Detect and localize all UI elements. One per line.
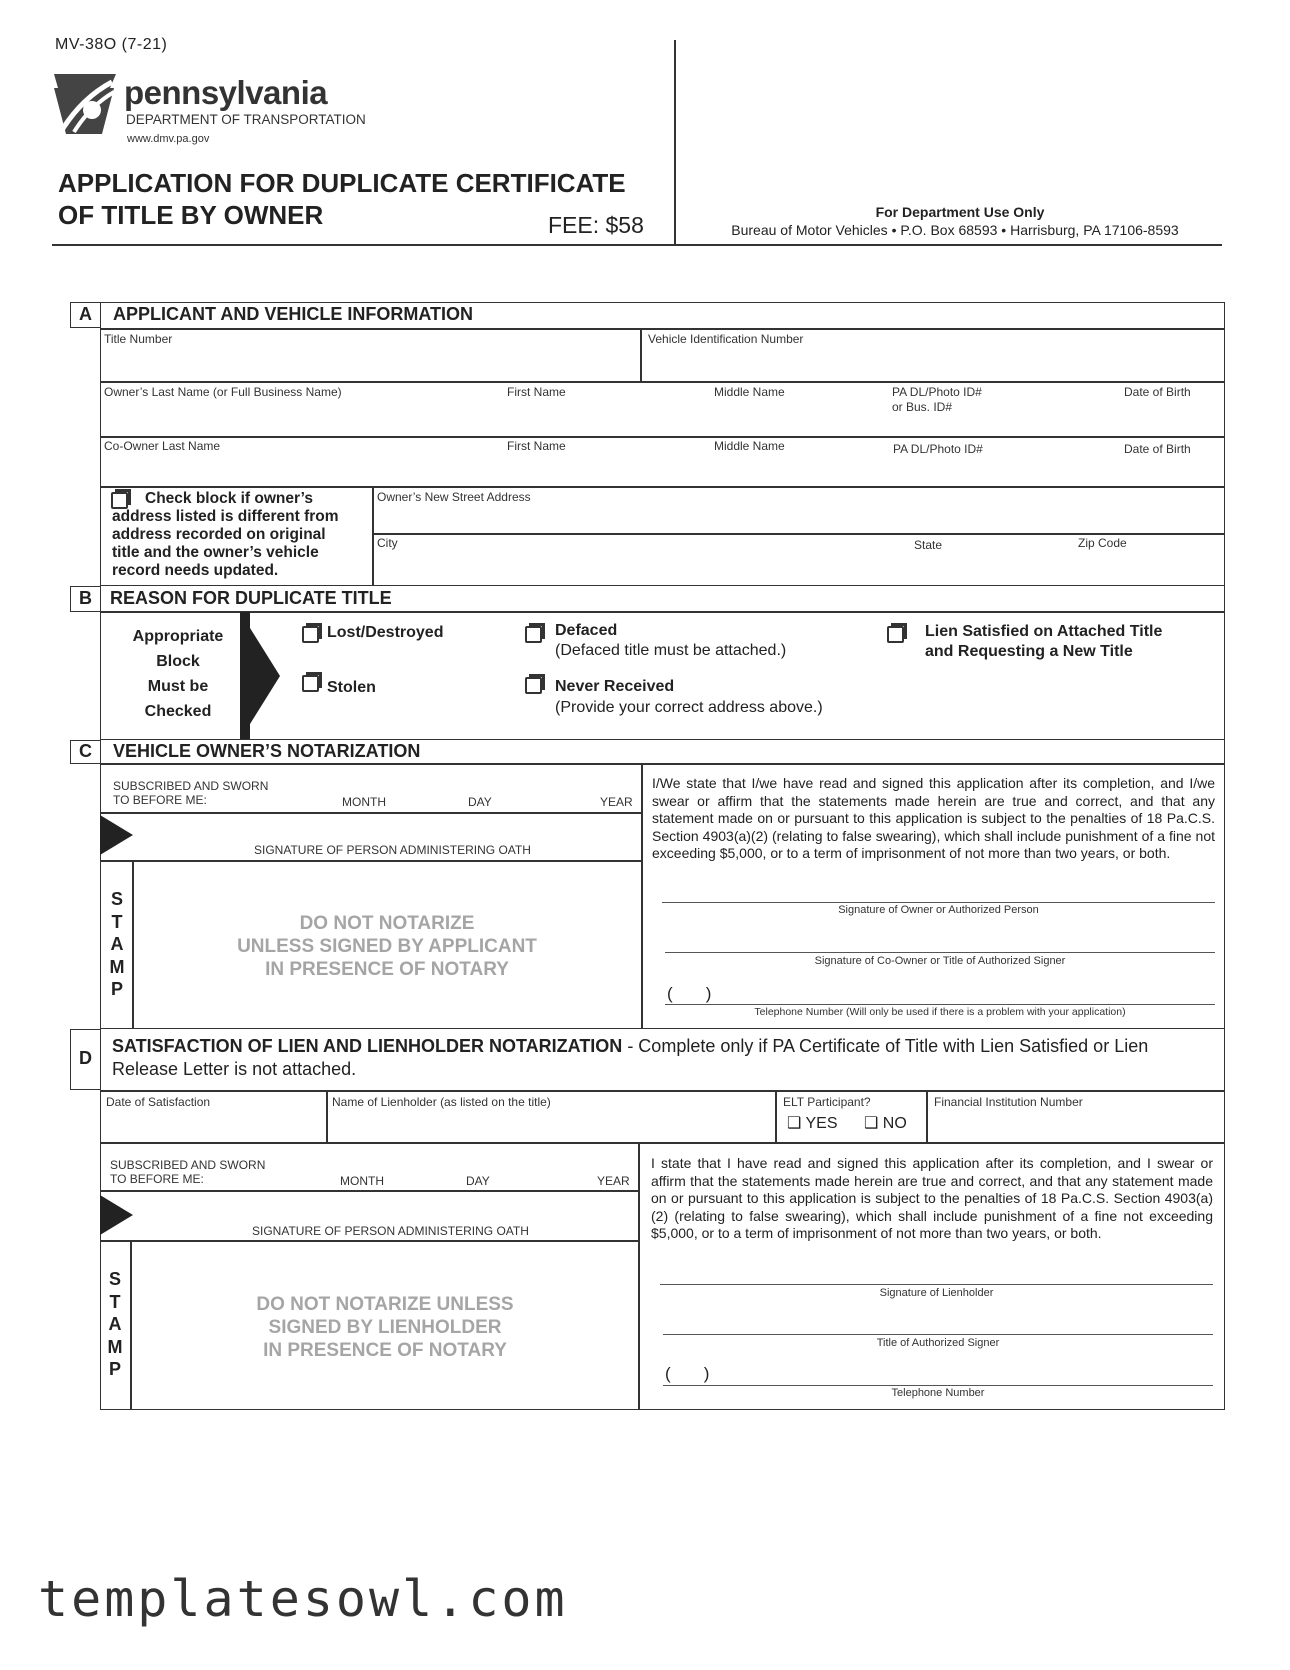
lien-satisfied-checkbox[interactable] bbox=[887, 626, 904, 643]
new-street-label: Owner’s New Street Address bbox=[377, 490, 531, 504]
pointer-arrow-icon bbox=[240, 612, 282, 740]
coowner-dob-label: Date of Birth bbox=[1124, 442, 1191, 456]
section-b-letter: B bbox=[79, 588, 92, 608]
d-date-field[interactable] bbox=[320, 1156, 635, 1186]
c-year-label: YEAR bbox=[600, 795, 633, 809]
coowner-middle-name-label: Middle Name bbox=[714, 439, 785, 453]
d-month-label: MONTH bbox=[340, 1174, 384, 1188]
header-divider-horizontal bbox=[52, 244, 1222, 246]
defaced-label: Defaced bbox=[555, 622, 618, 639]
c-phone-label: Telephone Number (Will only be used if there is a problem with your application) bbox=[754, 1006, 1126, 1018]
d-sworn-label: SUBSCRIBED AND SWORN TO BEFORE ME: bbox=[110, 1158, 266, 1186]
brand-name: pennsylvania bbox=[124, 74, 328, 111]
owner-middle-name-label: Middle Name bbox=[714, 385, 785, 399]
owner-first-name-label: First Name bbox=[507, 385, 566, 399]
bureau-address: Bureau of Motor Vehicles • P.O. Box 68593 • Harrisburg, PA 17106-8593 bbox=[731, 222, 1179, 238]
stolen-checkbox[interactable] bbox=[302, 675, 319, 692]
elt-yes-option[interactable]: ❑ YES bbox=[787, 1115, 838, 1132]
section-b-title: REASON FOR DUPLICATE TITLE bbox=[110, 588, 392, 608]
d-phone-label: Telephone Number bbox=[891, 1387, 985, 1399]
section-d-letter: D bbox=[79, 1048, 92, 1068]
vin-field[interactable] bbox=[644, 346, 1222, 378]
defaced-note: (Defaced title must be attached.) bbox=[555, 642, 787, 659]
never-received-note: (Provide your correct address above.) bbox=[555, 699, 823, 716]
c-notary-warning: DO NOT NOTARIZE UNLESS SIGNED BY APPLICANT IN PRESENCE OF NOTARY bbox=[237, 913, 537, 980]
d-title-signer-field[interactable] bbox=[663, 1306, 1213, 1333]
form-number: MV-38O (7-21) bbox=[55, 36, 168, 53]
section-a-letter: A bbox=[79, 304, 92, 324]
c-day-label: DAY bbox=[468, 795, 492, 809]
elt-no-option[interactable]: ❑ NO bbox=[864, 1115, 907, 1132]
keystone-icon bbox=[52, 70, 122, 134]
website: www.dmv.pa.gov bbox=[127, 133, 210, 145]
c-stamp-letters: S T A M P bbox=[109, 889, 125, 999]
c-phone-field[interactable] bbox=[690, 980, 1215, 1004]
penndot-logo bbox=[52, 70, 122, 134]
section-c-title: VEHICLE OWNER’S NOTARIZATION bbox=[113, 741, 421, 761]
c-coowner-signature-field[interactable] bbox=[665, 924, 1215, 951]
new-street-field[interactable] bbox=[376, 504, 1222, 532]
owner-pa-dl-label: PA DL/Photo ID# bbox=[892, 385, 982, 399]
title-number-label: Title Number bbox=[104, 332, 173, 346]
d-lienholder-signature-field[interactable] bbox=[660, 1256, 1213, 1283]
form-title-line1: APPLICATION FOR DUPLICATE CERTIFICATE bbox=[58, 168, 626, 198]
c-oath-signature-label: SIGNATURE OF PERSON ADMINISTERING OATH bbox=[254, 843, 531, 857]
state-label: State bbox=[914, 538, 943, 552]
elt-participant-label: ELT Participant? bbox=[783, 1095, 871, 1109]
lien-satisfied-label: Lien Satisfied on Attached Title and Requesting a New Title bbox=[925, 623, 1163, 660]
c-stamp-area[interactable] bbox=[134, 862, 639, 1027]
city-state-zip-field[interactable] bbox=[376, 552, 1222, 582]
coowner-name-field[interactable] bbox=[102, 455, 882, 485]
never-received-checkbox[interactable] bbox=[525, 677, 542, 694]
coowner-last-name-label: Co-Owner Last Name bbox=[104, 439, 221, 453]
d-phone-field[interactable] bbox=[688, 1360, 1213, 1384]
c-month-label: MONTH bbox=[342, 795, 386, 809]
fee: FEE: $58 bbox=[548, 212, 644, 238]
c-owner-statement: I/We state that I/we have read and signed this application after its completion, and I/we swear or affirm that the statements made herein are true and correct, and that any statement made on or pursuant to this application is subject to the penalties of 18 Pa.C.S. Section 4903(a)(2) (relating to false swearing), which shall include punishment of a fine not exceeding $5,000, or to a term of imprisonment of not more than two years, or both. bbox=[652, 775, 1215, 862]
vin-label: Vehicle Identification Number bbox=[648, 332, 804, 346]
d-oath-signature-label: SIGNATURE OF PERSON ADMINISTERING OATH bbox=[252, 1224, 529, 1238]
date-satisfaction-label: Date of Satisfaction bbox=[106, 1095, 211, 1109]
c-oath-signature-field[interactable] bbox=[140, 814, 638, 842]
lienholder-name-field[interactable] bbox=[330, 1110, 772, 1140]
c-owner-signature-field[interactable] bbox=[662, 874, 1215, 901]
d-lienholder-statement: I state that I have read and signed this application after its completion, and I swear or affirm that the statements made herein are true and correct, and that any statement made on or pursuant to this application is subject to the penalties of 18 Pa.C.S. Section 4903(a)(2) (relating to false swearing), which shall include punishment of a fine not exceeding $5,000, or to a term of imprisonment of not more than two years, or both. bbox=[651, 1155, 1213, 1242]
lost-destroyed-checkbox[interactable] bbox=[302, 626, 319, 643]
stolen-label: Stolen bbox=[327, 679, 376, 696]
financial-institution-field[interactable] bbox=[930, 1110, 1222, 1140]
c-sign-here-arrow-icon bbox=[100, 815, 134, 855]
owner-dob-label: Date of Birth bbox=[1124, 385, 1191, 399]
watermark: templatesowl.com bbox=[38, 1570, 568, 1628]
defaced-checkbox[interactable] bbox=[525, 626, 542, 643]
c-date-field[interactable] bbox=[320, 778, 638, 808]
coowner-pa-dl-label: PA DL/Photo ID# bbox=[893, 442, 983, 456]
title-number-field[interactable] bbox=[102, 346, 640, 378]
owner-last-name-label: Owner’s Last Name (or Full Business Name) bbox=[104, 385, 342, 399]
owner-bus-id-label: or Bus. ID# bbox=[892, 400, 953, 414]
header-divider-vertical bbox=[674, 40, 676, 244]
d-day-label: DAY bbox=[466, 1174, 490, 1188]
address-check-text: Check block if owner’s address listed is different from address recorded on original title and the owner’s vehicle record needs updated. bbox=[112, 490, 339, 579]
d-oath-signature-field[interactable] bbox=[140, 1194, 635, 1222]
owner-name-field[interactable] bbox=[102, 400, 882, 434]
date-satisfaction-field[interactable] bbox=[104, 1110, 324, 1140]
section-c-letter: C bbox=[79, 741, 92, 761]
d-sign-here-arrow-icon bbox=[100, 1195, 134, 1235]
financial-institution-label: Financial Institution Number bbox=[934, 1095, 1083, 1109]
city-label: City bbox=[377, 536, 398, 550]
d-stamp-area[interactable] bbox=[132, 1242, 636, 1408]
c-phone-paren: ( ) bbox=[667, 984, 712, 1003]
lost-destroyed-label: Lost/Destroyed bbox=[327, 624, 444, 641]
department-name: DEPARTMENT OF TRANSPORTATION bbox=[126, 112, 366, 127]
d-phone-paren: ( ) bbox=[665, 1364, 710, 1383]
coowner-first-name-label: First Name bbox=[507, 439, 566, 453]
zip-label: Zip Code bbox=[1078, 536, 1127, 550]
c-sworn-label: SUBSCRIBED AND SWORN TO BEFORE ME: bbox=[113, 779, 269, 807]
d-title-signer-label: Title of Authorized Signer bbox=[876, 1337, 1000, 1349]
dept-use-label: For Department Use Only bbox=[875, 204, 1045, 220]
section-d-title: SATISFACTION OF LIEN AND LIENHOLDER NOTARIZATION - Complete only if PA Certificate of Title with Lien Satisfied or Lien Release Letter is not attached. bbox=[112, 1036, 1149, 1079]
d-notary-warning: DO NOT NOTARIZE UNLESS SIGNED BY LIENHOLDER IN PRESENCE OF NOTARY bbox=[256, 1294, 514, 1361]
check-instruction: Appropriate Block Must be Checked bbox=[132, 628, 224, 720]
c-owner-signature-label: Signature of Owner or Authorized Person bbox=[838, 904, 1039, 916]
d-lienholder-signature-label: Signature of Lienholder bbox=[879, 1287, 994, 1299]
c-coowner-signature-label: Signature of Co-Owner or Title of Authorized Signer bbox=[814, 955, 1066, 967]
section-a-title: APPLICANT AND VEHICLE INFORMATION bbox=[113, 304, 473, 324]
form-title-line2: OF TITLE BY OWNER bbox=[58, 200, 324, 230]
never-received-label: Never Received bbox=[555, 678, 675, 695]
d-year-label: YEAR bbox=[597, 1174, 630, 1188]
d-stamp-letters: S T A M P bbox=[107, 1269, 123, 1379]
lienholder-name-label: Name of Lienholder (as listed on the title) bbox=[332, 1095, 551, 1109]
